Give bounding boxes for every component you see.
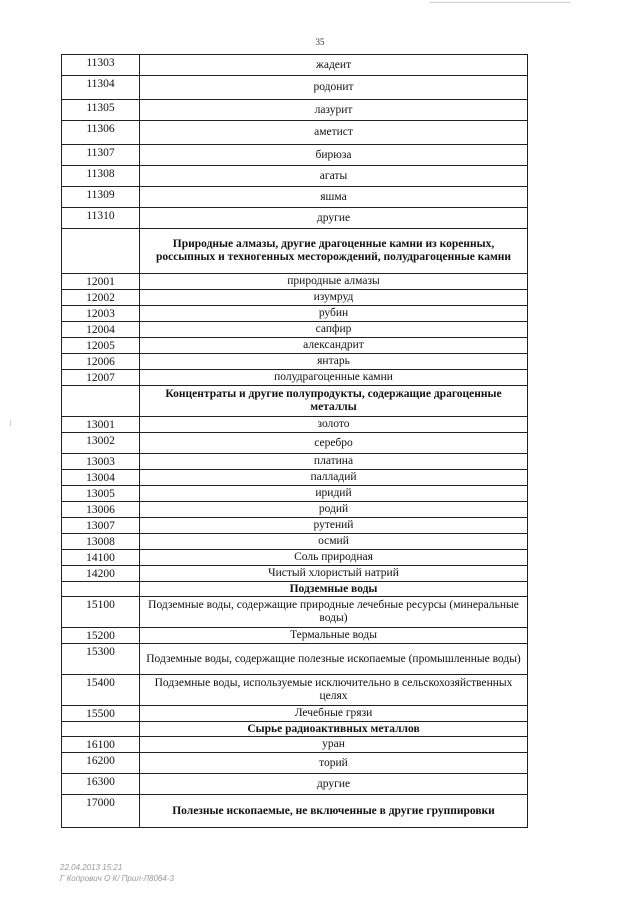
name-cell: серебро <box>140 433 528 454</box>
table-row <box>62 166 528 187</box>
name-cell: Подземные воды, используемые исключительно в сельскохозяйственных целях <box>140 675 528 706</box>
code-cell: 16300 <box>62 774 140 795</box>
table-row <box>62 338 528 354</box>
mineral-codes-table <box>61 54 528 828</box>
code-cell <box>62 229 140 274</box>
name-cell: Подземные воды, содержащие природные лечебные ресурсы (минеральные воды) <box>140 597 528 628</box>
code-cell: 15100 <box>62 597 140 628</box>
table-section-row <box>62 795 528 828</box>
table-row <box>62 55 528 76</box>
table-row <box>62 706 528 722</box>
code-cell: 12002 <box>62 290 140 306</box>
code-cell: 13004 <box>62 470 140 486</box>
table-row <box>62 306 528 322</box>
print-stamp-date: 22.04.2013 15:21 <box>60 863 123 872</box>
code-cell: 12001 <box>62 274 140 290</box>
code-cell: 15400 <box>62 675 140 706</box>
name-cell: родонит <box>140 76 528 100</box>
name-cell: изумруд <box>140 290 528 306</box>
table-row <box>62 76 528 100</box>
code-cell: 11304 <box>62 76 140 100</box>
name-cell: агаты <box>140 166 528 187</box>
code-cell: 12005 <box>62 338 140 354</box>
name-cell: другие <box>140 208 528 229</box>
table-row <box>62 354 528 370</box>
name-cell: Подземные воды, содержащие полезные ископаемые (промышленные воды) <box>140 644 528 675</box>
code-cell: 11310 <box>62 208 140 229</box>
table-row <box>62 145 528 166</box>
code-cell: 13002 <box>62 433 140 454</box>
name-cell: палладий <box>140 470 528 486</box>
code-cell: 14100 <box>62 550 140 566</box>
name-cell: золото <box>140 417 528 433</box>
table-row <box>62 433 528 454</box>
section-heading-cell: Концентраты и другие полупродукты, содержащие драгоценные металлы <box>140 386 528 417</box>
name-cell: рутений <box>140 518 528 534</box>
code-cell: 13007 <box>62 518 140 534</box>
code-cell: 11307 <box>62 145 140 166</box>
name-cell: уран <box>140 737 528 753</box>
name-cell: янтарь <box>140 354 528 370</box>
scan-edge-mark <box>10 420 11 426</box>
name-cell: яшма <box>140 187 528 208</box>
section-heading-cell: Сырье радиоактивных металлов <box>140 722 528 737</box>
name-cell: природные алмазы <box>140 274 528 290</box>
name-cell: торий <box>140 753 528 774</box>
code-cell: 13005 <box>62 486 140 502</box>
table-row <box>62 370 528 386</box>
code-cell: 15500 <box>62 706 140 722</box>
table-row <box>62 518 528 534</box>
code-cell <box>62 722 140 737</box>
code-cell: 16200 <box>62 753 140 774</box>
section-heading-cell: Природные алмазы, другие драгоценные камни из коренных, россыпных и техногенных месторождений, полудрагоценные камни <box>140 229 528 274</box>
code-cell: 12004 <box>62 322 140 338</box>
code-cell: 16100 <box>62 737 140 753</box>
code-cell: 14200 <box>62 566 140 582</box>
table-row <box>62 322 528 338</box>
table-row <box>62 417 528 433</box>
name-cell: Соль природная <box>140 550 528 566</box>
code-cell <box>62 582 140 597</box>
table-row <box>62 470 528 486</box>
table-row <box>62 628 528 644</box>
table-row <box>62 550 528 566</box>
code-cell: 12003 <box>62 306 140 322</box>
table-row <box>62 208 528 229</box>
table-row <box>62 121 528 145</box>
name-cell: родий <box>140 502 528 518</box>
print-stamp-copy: Г Копрович О К/ Прил-Л8064-3 <box>60 874 174 883</box>
section-heading-cell: Подземные воды <box>140 582 528 597</box>
table-section-row <box>62 722 528 737</box>
name-cell: полудрагоценные камни <box>140 370 528 386</box>
table-row <box>62 486 528 502</box>
table-row <box>62 534 528 550</box>
scan-edge-line <box>430 2 570 3</box>
code-cell: 17000 <box>62 795 140 828</box>
table-row <box>62 502 528 518</box>
table-row <box>62 737 528 753</box>
code-cell: 15200 <box>62 628 140 644</box>
code-cell: 13008 <box>62 534 140 550</box>
name-cell: александрит <box>140 338 528 354</box>
table-row <box>62 566 528 582</box>
code-cell: 13003 <box>62 454 140 470</box>
page-number: 35 <box>315 37 325 47</box>
table-row <box>62 290 528 306</box>
name-cell: платина <box>140 454 528 470</box>
name-cell: сапфир <box>140 322 528 338</box>
code-cell: 13001 <box>62 417 140 433</box>
table-row <box>62 753 528 774</box>
name-cell: жадеит <box>140 55 528 76</box>
table-section-row <box>62 229 528 274</box>
code-cell: 13006 <box>62 502 140 518</box>
code-cell: 12007 <box>62 370 140 386</box>
table-row <box>62 675 528 706</box>
name-cell: рубин <box>140 306 528 322</box>
name-cell: бирюза <box>140 145 528 166</box>
name-cell: другие <box>140 774 528 795</box>
code-cell: 11303 <box>62 55 140 76</box>
name-cell: иридий <box>140 486 528 502</box>
name-cell: Термальные воды <box>140 628 528 644</box>
name-cell: Чистый хлористый натрий <box>140 566 528 582</box>
table-row <box>62 274 528 290</box>
section-heading-cell: Полезные ископаемые, не включенные в другие группировки <box>140 795 528 828</box>
name-cell: аметист <box>140 121 528 145</box>
table-section-row <box>62 386 528 417</box>
code-cell: 11309 <box>62 187 140 208</box>
code-cell: 11308 <box>62 166 140 187</box>
table-body <box>62 55 528 828</box>
code-cell: 12006 <box>62 354 140 370</box>
code-cell <box>62 386 140 417</box>
name-cell: осмий <box>140 534 528 550</box>
name-cell: лазурит <box>140 100 528 121</box>
table-row <box>62 644 528 675</box>
table-row <box>62 187 528 208</box>
table-row <box>62 100 528 121</box>
code-cell: 11306 <box>62 121 140 145</box>
code-cell: 11305 <box>62 100 140 121</box>
table-section-row <box>62 582 528 597</box>
table-row <box>62 454 528 470</box>
table-row <box>62 597 528 628</box>
name-cell: Лечебные грязи <box>140 706 528 722</box>
code-cell: 15300 <box>62 644 140 675</box>
table-row <box>62 774 528 795</box>
